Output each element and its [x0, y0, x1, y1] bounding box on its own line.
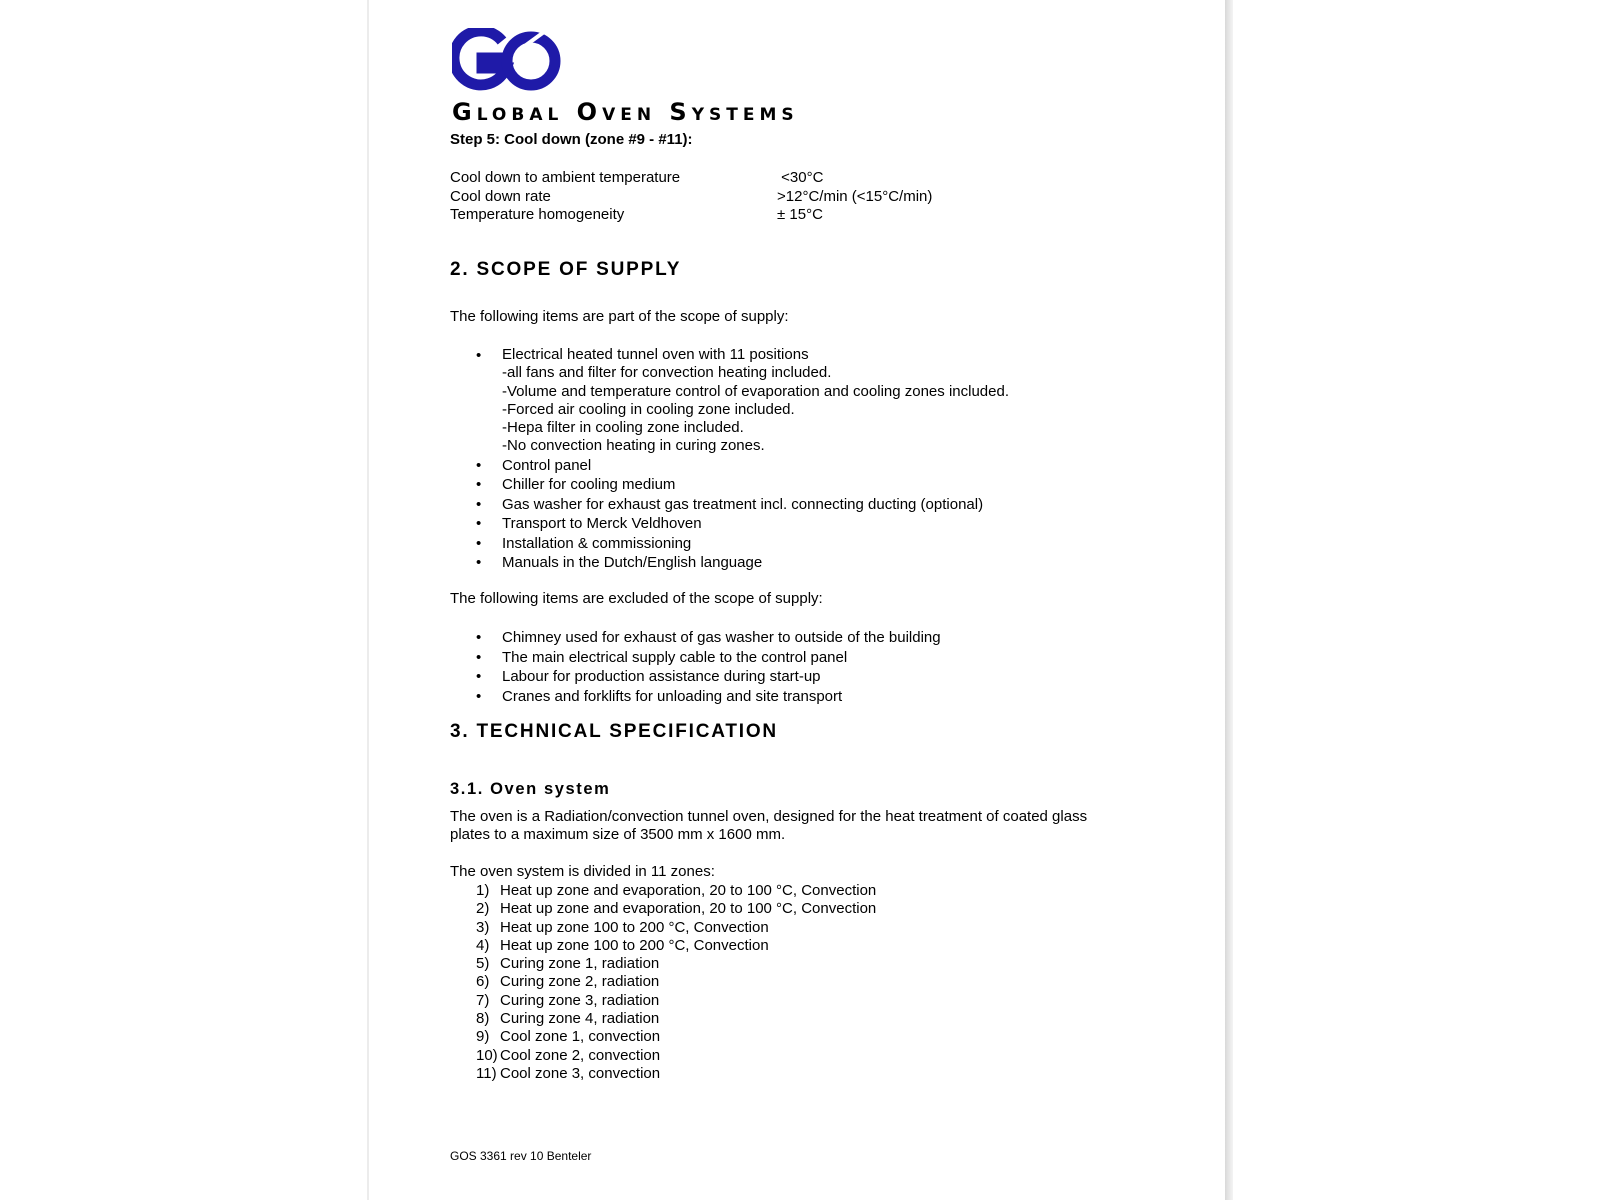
bullet-icon: •: [476, 534, 482, 552]
cooldown-spec-table: [450, 169, 932, 225]
oven-description-line: plates to a maximum size of 3500 mm x 1600 mm.: [450, 826, 786, 844]
list-item: [476, 495, 1009, 515]
list-item-text: Transport to Merck Veldhoven: [502, 515, 702, 533]
bullet-icon: •: [476, 687, 482, 705]
spec-row: [450, 206, 932, 225]
list-item: [476, 346, 1009, 456]
spec-label: Cool down to ambient temperature: [450, 169, 681, 186]
list-item-text: Gas washer for exhaust gas treatment incl. connecting ducting (optional): [502, 495, 984, 513]
list-item: [476, 475, 1009, 495]
spec-value: <30°C: [777, 169, 824, 186]
zone-text: Cool zone 2, convection: [500, 1046, 661, 1064]
spec-label: Cool down rate: [450, 187, 551, 205]
list-item: [476, 553, 1009, 573]
excluded-intro: The following items are excluded of the scope of supply:: [450, 590, 823, 607]
zone-number: 6): [476, 973, 490, 991]
bullet-icon: •: [476, 668, 482, 685]
list-item: [476, 992, 876, 1010]
list-item-subline: -Forced air cooling in cooling zone included.: [502, 400, 795, 418]
zone-number: 8): [476, 1010, 490, 1028]
list-item: [476, 667, 941, 687]
list-item-text: Labour for production assistance during start-up: [502, 668, 821, 685]
document-page: [369, 0, 1225, 1200]
list-item-subline: -Volume and temperature control of evaporation and cooling zones included.: [502, 382, 1009, 400]
list-item-text: Electrical heated tunnel oven with 11 positions: [502, 346, 809, 363]
oven-system-heading: 3.1. Oven system: [450, 780, 611, 798]
list-item: [476, 900, 876, 918]
zone-number: 4): [476, 936, 490, 954]
page-footer: GOS 3361 rev 10 Benteler: [450, 1149, 592, 1163]
zone-number: 10): [476, 1046, 498, 1064]
zone-text: Curing zone 3, radiation: [500, 991, 660, 1009]
spec-label: Temperature homogeneity: [450, 206, 625, 223]
list-item: [476, 1010, 876, 1028]
list-item: [476, 456, 1009, 476]
spec-value: ± 15°C: [777, 206, 823, 223]
list-item-text: Cranes and forklifts for unloading and site transport: [502, 687, 843, 705]
bullet-icon: •: [476, 476, 482, 494]
page-edge-right: [1225, 0, 1233, 1200]
go-logo-icon: [452, 28, 564, 94]
list-item-subline: -Hepa filter in cooling zone included.: [502, 419, 744, 437]
list-item-text: Installation & commissioning: [502, 534, 692, 552]
bullet-icon: •: [476, 554, 482, 572]
list-item: [476, 648, 941, 668]
zone-number: 11): [476, 1064, 497, 1082]
zones-list: [476, 882, 876, 1083]
bullet-icon: •: [476, 648, 482, 666]
zones-intro: The oven system is divided in 11 zones:: [450, 863, 715, 880]
zone-text: Heat up zone 100 to 200 °C, Convection: [500, 936, 769, 954]
list-item: [476, 937, 876, 955]
zone-number: 1): [476, 882, 490, 899]
company-logo: [450, 28, 920, 130]
list-item: [476, 1028, 876, 1046]
zone-number: 7): [476, 991, 490, 1009]
oven-description-line: The oven is a Radiation/convection tunnel oven, designed for the heat treatment of coated glass: [450, 808, 1088, 825]
list-item-text: Manuals in the Dutch/English language: [502, 554, 763, 572]
spec-row: [450, 188, 932, 207]
included-list: [476, 346, 1009, 573]
included-intro: The following items are part of the scope of supply:: [450, 308, 789, 325]
scope-heading: 2. SCOPE OF SUPPLY: [450, 259, 682, 280]
list-item: [476, 1065, 876, 1083]
zone-text: Heat up zone and evaporation, 20 to 100 °C, Convection: [500, 882, 877, 899]
bullet-icon: •: [476, 347, 482, 364]
step5-title: Step 5: Cool down (zone #9 - #11):: [450, 131, 693, 148]
list-item-subline: -No convection heating in curing zones.: [502, 437, 765, 455]
zone-text: Curing zone 4, radiation: [500, 1010, 660, 1028]
spec-row: [450, 169, 932, 188]
tech-heading: 3. TECHNICAL SPECIFICATION: [450, 721, 778, 742]
list-item: [476, 973, 876, 991]
list-item-subline: -all fans and filter for convection heating included.: [502, 364, 832, 382]
bullet-icon: •: [476, 629, 482, 646]
company-name: Global Oven Systems: [452, 98, 799, 126]
oven-description: [450, 808, 1087, 845]
bullet-icon: •: [476, 515, 482, 533]
bullet-icon: •: [476, 495, 482, 513]
list-item: [476, 514, 1009, 534]
zone-text: Curing zone 1, radiation: [500, 955, 660, 973]
zone-number: 9): [476, 1028, 490, 1046]
list-item-text: Chimney used for exhaust of gas washer to outside of the building: [502, 629, 941, 646]
spec-value: >12°C/min (<15°C/min): [777, 187, 933, 205]
zone-number: 2): [476, 900, 490, 918]
excluded-list: [476, 628, 941, 706]
list-item: [476, 687, 941, 707]
list-item-text: Chiller for cooling medium: [502, 476, 676, 494]
zone-number: 3): [476, 918, 490, 936]
zone-text: Cool zone 1, convection: [500, 1028, 661, 1046]
list-item: [476, 882, 876, 900]
list-item: [476, 955, 876, 973]
list-item-text: Control panel: [502, 456, 592, 474]
list-item: [476, 1047, 876, 1065]
zone-text: Curing zone 2, radiation: [500, 973, 660, 991]
list-item: [476, 628, 941, 648]
zone-number: 5): [476, 955, 490, 973]
zone-text: Heat up zone and evaporation, 20 to 100 °C, Convection: [500, 900, 877, 918]
list-item: [476, 919, 876, 937]
zone-text: Cool zone 3, convection: [500, 1064, 661, 1082]
bullet-icon: •: [476, 456, 482, 474]
list-item-text: The main electrical supply cable to the control panel: [502, 648, 848, 666]
list-item: [476, 534, 1009, 554]
zone-text: Heat up zone 100 to 200 °C, Convection: [500, 918, 769, 936]
